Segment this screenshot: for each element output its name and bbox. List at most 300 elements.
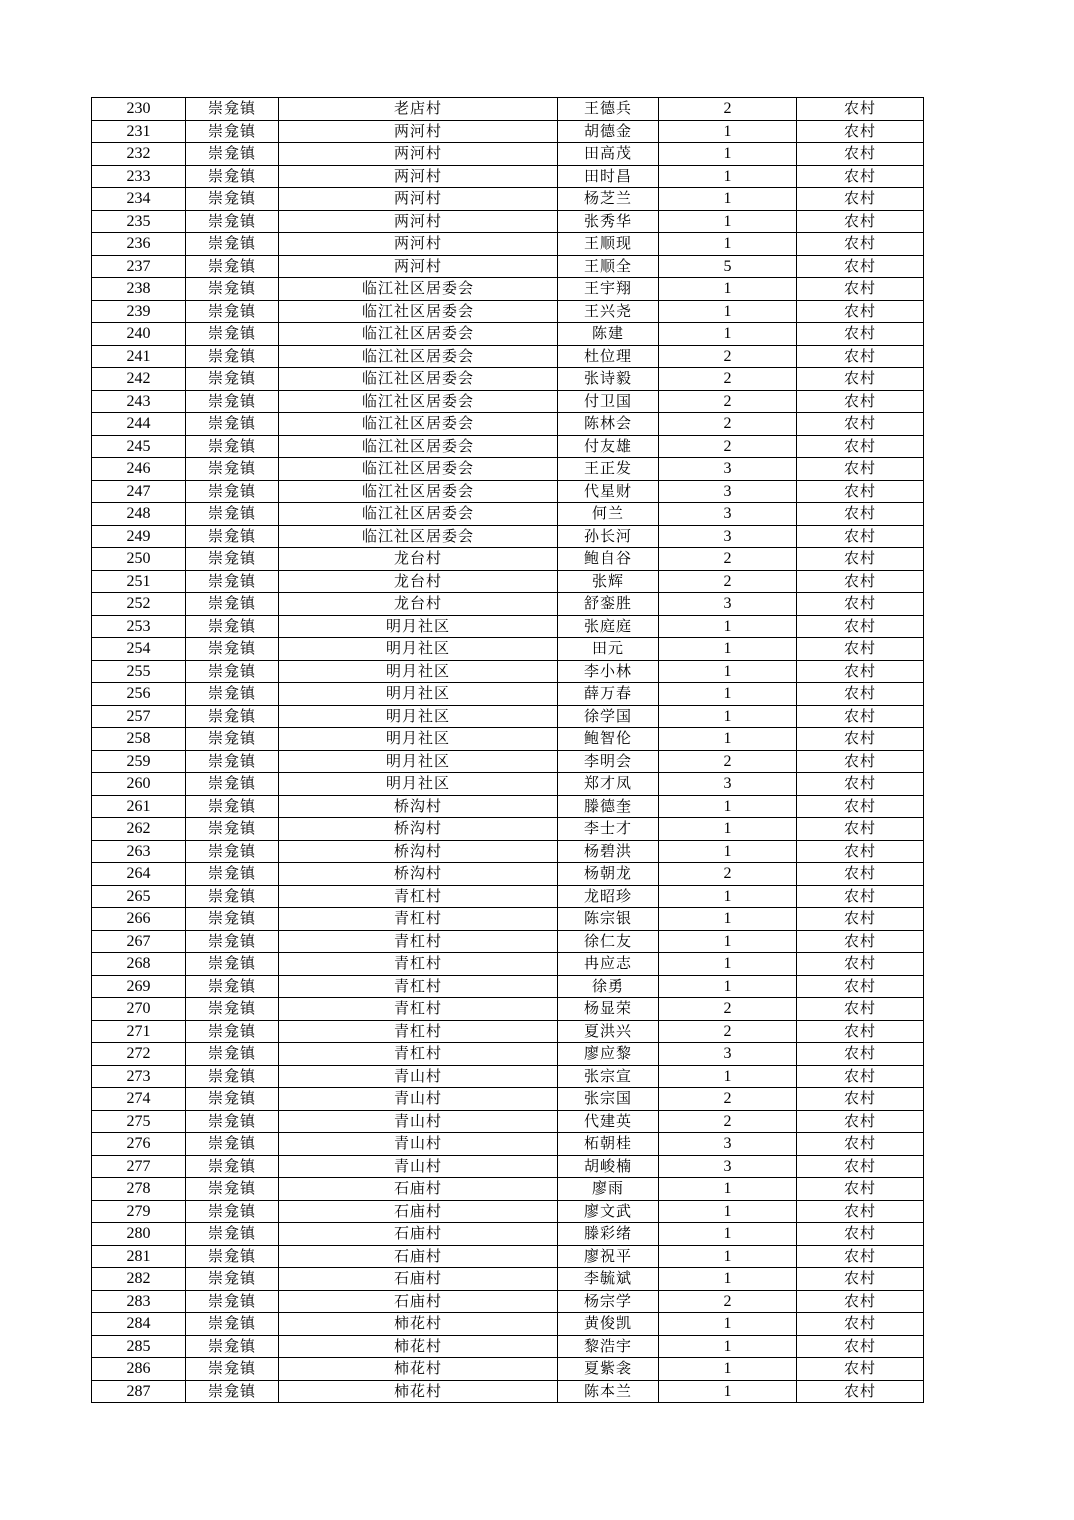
name-cell: 徐仁友: [558, 930, 659, 953]
village-cell: 柿花村: [279, 1335, 558, 1358]
table-row: [92, 930, 924, 953]
village-cell: 青山村: [279, 1110, 558, 1133]
count-cell: 2: [659, 435, 797, 458]
row-number-cell: 266: [92, 908, 186, 931]
row-number-cell: 233: [92, 165, 186, 188]
row-number-cell: 239: [92, 300, 186, 323]
count-cell: 1: [659, 1065, 797, 1088]
count-cell: 3: [659, 593, 797, 616]
town-cell: 崇龛镇: [186, 638, 279, 661]
village-cell: 明月社区: [279, 615, 558, 638]
type-cell: 农村: [797, 975, 924, 998]
table-row: [92, 548, 924, 571]
records-table-body: [92, 98, 924, 1403]
name-cell: 陈林会: [558, 413, 659, 436]
town-cell: 崇龛镇: [186, 773, 279, 796]
name-cell: 杨碧洪: [558, 840, 659, 863]
type-cell: 农村: [797, 660, 924, 683]
type-cell: 农村: [797, 1380, 924, 1403]
town-cell: 崇龛镇: [186, 1380, 279, 1403]
type-cell: 农村: [797, 210, 924, 233]
count-cell: 3: [659, 1043, 797, 1066]
row-number-cell: 230: [92, 98, 186, 121]
row-number-cell: 271: [92, 1020, 186, 1043]
town-cell: 崇龛镇: [186, 953, 279, 976]
town-cell: 崇龛镇: [186, 300, 279, 323]
town-cell: 崇龛镇: [186, 593, 279, 616]
count-cell: 1: [659, 615, 797, 638]
village-cell: 桥沟村: [279, 795, 558, 818]
name-cell: 滕彩绪: [558, 1223, 659, 1246]
name-cell: 何兰: [558, 503, 659, 526]
table-row: [92, 750, 924, 773]
count-cell: 2: [659, 1110, 797, 1133]
town-cell: 崇龛镇: [186, 683, 279, 706]
name-cell: 张宗国: [558, 1088, 659, 1111]
table-row: [92, 480, 924, 503]
village-cell: 青杠村: [279, 908, 558, 931]
table-row: [92, 278, 924, 301]
table-row: [92, 885, 924, 908]
name-cell: 黎浩宇: [558, 1335, 659, 1358]
village-cell: 明月社区: [279, 773, 558, 796]
count-cell: 3: [659, 1133, 797, 1156]
row-number-cell: 241: [92, 345, 186, 368]
town-cell: 崇龛镇: [186, 435, 279, 458]
type-cell: 农村: [797, 525, 924, 548]
type-cell: 农村: [797, 908, 924, 931]
type-cell: 农村: [797, 1155, 924, 1178]
village-cell: 明月社区: [279, 638, 558, 661]
type-cell: 农村: [797, 1043, 924, 1066]
count-cell: 2: [659, 570, 797, 593]
village-cell: 柿花村: [279, 1313, 558, 1336]
table-row: [92, 795, 924, 818]
type-cell: 农村: [797, 795, 924, 818]
type-cell: 农村: [797, 1358, 924, 1381]
table-row: [92, 1043, 924, 1066]
count-cell: 1: [659, 840, 797, 863]
town-cell: 崇龛镇: [186, 1110, 279, 1133]
name-cell: 薛万春: [558, 683, 659, 706]
table-row: [92, 413, 924, 436]
count-cell: 1: [659, 795, 797, 818]
table-row: [92, 908, 924, 931]
town-cell: 崇龛镇: [186, 998, 279, 1021]
count-cell: 3: [659, 773, 797, 796]
town-cell: 崇龛镇: [186, 930, 279, 953]
name-cell: 柘朝桂: [558, 1133, 659, 1156]
count-cell: 1: [659, 1335, 797, 1358]
type-cell: 农村: [797, 1020, 924, 1043]
records-table: [91, 97, 924, 1403]
count-cell: 1: [659, 728, 797, 751]
type-cell: 农村: [797, 1313, 924, 1336]
row-number-cell: 287: [92, 1380, 186, 1403]
row-number-cell: 244: [92, 413, 186, 436]
name-cell: 李毓斌: [558, 1268, 659, 1291]
type-cell: 农村: [797, 1335, 924, 1358]
name-cell: 陈建: [558, 323, 659, 346]
name-cell: 王兴尧: [558, 300, 659, 323]
village-cell: 石庙村: [279, 1200, 558, 1223]
village-cell: 临江社区居委会: [279, 300, 558, 323]
name-cell: 李明会: [558, 750, 659, 773]
name-cell: 黄俊凯: [558, 1313, 659, 1336]
town-cell: 崇龛镇: [186, 188, 279, 211]
type-cell: 农村: [797, 548, 924, 571]
name-cell: 李士才: [558, 818, 659, 841]
row-number-cell: 272: [92, 1043, 186, 1066]
name-cell: 张秀华: [558, 210, 659, 233]
table-row: [92, 255, 924, 278]
table-row: [92, 503, 924, 526]
count-cell: 1: [659, 885, 797, 908]
count-cell: 3: [659, 458, 797, 481]
town-cell: 崇龛镇: [186, 1268, 279, 1291]
row-number-cell: 238: [92, 278, 186, 301]
row-number-cell: 281: [92, 1245, 186, 1268]
village-cell: 青山村: [279, 1088, 558, 1111]
row-number-cell: 276: [92, 1133, 186, 1156]
village-cell: 临江社区居委会: [279, 345, 558, 368]
table-row: [92, 1155, 924, 1178]
town-cell: 崇龛镇: [186, 210, 279, 233]
town-cell: 崇龛镇: [186, 413, 279, 436]
type-cell: 农村: [797, 368, 924, 391]
town-cell: 崇龛镇: [186, 1358, 279, 1381]
count-cell: 1: [659, 165, 797, 188]
type-cell: 农村: [797, 1268, 924, 1291]
count-cell: 1: [659, 1268, 797, 1291]
table-row: [92, 1358, 924, 1381]
type-cell: 农村: [797, 615, 924, 638]
count-cell: 1: [659, 278, 797, 301]
type-cell: 农村: [797, 1065, 924, 1088]
count-cell: 2: [659, 390, 797, 413]
town-cell: 崇龛镇: [186, 1088, 279, 1111]
count-cell: 2: [659, 413, 797, 436]
name-cell: 张诗毅: [558, 368, 659, 391]
row-number-cell: 270: [92, 998, 186, 1021]
count-cell: 2: [659, 998, 797, 1021]
table-row: [92, 98, 924, 121]
town-cell: 崇龛镇: [186, 368, 279, 391]
village-cell: 临江社区居委会: [279, 278, 558, 301]
town-cell: 崇龛镇: [186, 278, 279, 301]
name-cell: 冉应志: [558, 953, 659, 976]
table-row: [92, 1380, 924, 1403]
count-cell: 2: [659, 98, 797, 121]
row-number-cell: 265: [92, 885, 186, 908]
name-cell: 夏洪兴: [558, 1020, 659, 1043]
row-number-cell: 231: [92, 120, 186, 143]
village-cell: 龙台村: [279, 548, 558, 571]
type-cell: 农村: [797, 390, 924, 413]
type-cell: 农村: [797, 435, 924, 458]
row-number-cell: 232: [92, 143, 186, 166]
name-cell: 田元: [558, 638, 659, 661]
village-cell: 明月社区: [279, 728, 558, 751]
village-cell: 临江社区居委会: [279, 480, 558, 503]
row-number-cell: 277: [92, 1155, 186, 1178]
row-number-cell: 245: [92, 435, 186, 458]
town-cell: 崇龛镇: [186, 1200, 279, 1223]
town-cell: 崇龛镇: [186, 750, 279, 773]
village-cell: 青杠村: [279, 1020, 558, 1043]
town-cell: 崇龛镇: [186, 1223, 279, 1246]
name-cell: 夏紫衾: [558, 1358, 659, 1381]
name-cell: 杨朝龙: [558, 863, 659, 886]
row-number-cell: 275: [92, 1110, 186, 1133]
table-row: [92, 458, 924, 481]
type-cell: 农村: [797, 165, 924, 188]
row-number-cell: 273: [92, 1065, 186, 1088]
village-cell: 临江社区居委会: [279, 368, 558, 391]
village-cell: 青杠村: [279, 1043, 558, 1066]
type-cell: 农村: [797, 705, 924, 728]
town-cell: 崇龛镇: [186, 323, 279, 346]
town-cell: 崇龛镇: [186, 818, 279, 841]
type-cell: 农村: [797, 1088, 924, 1111]
type-cell: 农村: [797, 593, 924, 616]
village-cell: 临江社区居委会: [279, 435, 558, 458]
count-cell: 2: [659, 368, 797, 391]
type-cell: 农村: [797, 233, 924, 256]
village-cell: 明月社区: [279, 683, 558, 706]
type-cell: 农村: [797, 885, 924, 908]
name-cell: 田时昌: [558, 165, 659, 188]
town-cell: 崇龛镇: [186, 548, 279, 571]
row-number-cell: 250: [92, 548, 186, 571]
village-cell: 石庙村: [279, 1178, 558, 1201]
type-cell: 农村: [797, 1200, 924, 1223]
name-cell: 徐学国: [558, 705, 659, 728]
table-row: [92, 1020, 924, 1043]
row-number-cell: 247: [92, 480, 186, 503]
count-cell: 1: [659, 953, 797, 976]
type-cell: 农村: [797, 570, 924, 593]
name-cell: 鲍智伦: [558, 728, 659, 751]
town-cell: 崇龛镇: [186, 480, 279, 503]
type-cell: 农村: [797, 998, 924, 1021]
name-cell: 滕德奎: [558, 795, 659, 818]
table-row: [92, 120, 924, 143]
name-cell: 张宗宣: [558, 1065, 659, 1088]
town-cell: 崇龛镇: [186, 255, 279, 278]
count-cell: 1: [659, 210, 797, 233]
name-cell: 龙昭珍: [558, 885, 659, 908]
name-cell: 付友雄: [558, 435, 659, 458]
count-cell: 2: [659, 1020, 797, 1043]
name-cell: 舒銮胜: [558, 593, 659, 616]
type-cell: 农村: [797, 98, 924, 121]
village-cell: 临江社区居委会: [279, 458, 558, 481]
count-cell: 1: [659, 300, 797, 323]
count-cell: 1: [659, 143, 797, 166]
village-cell: 龙台村: [279, 570, 558, 593]
village-cell: 两河村: [279, 210, 558, 233]
count-cell: 1: [659, 120, 797, 143]
village-cell: 龙台村: [279, 593, 558, 616]
type-cell: 农村: [797, 1223, 924, 1246]
village-cell: 青山村: [279, 1065, 558, 1088]
type-cell: 农村: [797, 1290, 924, 1313]
table-row: [92, 615, 924, 638]
name-cell: 廖应黎: [558, 1043, 659, 1066]
village-cell: 桥沟村: [279, 818, 558, 841]
row-number-cell: 242: [92, 368, 186, 391]
type-cell: 农村: [797, 120, 924, 143]
count-cell: 2: [659, 863, 797, 886]
table-row: [92, 705, 924, 728]
table-row: [92, 638, 924, 661]
table-row: [92, 143, 924, 166]
type-cell: 农村: [797, 480, 924, 503]
row-number-cell: 256: [92, 683, 186, 706]
row-number-cell: 268: [92, 953, 186, 976]
row-number-cell: 285: [92, 1335, 186, 1358]
table-row: [92, 165, 924, 188]
row-number-cell: 252: [92, 593, 186, 616]
row-number-cell: 263: [92, 840, 186, 863]
village-cell: 两河村: [279, 120, 558, 143]
row-number-cell: 286: [92, 1358, 186, 1381]
count-cell: 1: [659, 1313, 797, 1336]
town-cell: 崇龛镇: [186, 1043, 279, 1066]
count-cell: 3: [659, 480, 797, 503]
table-row: [92, 1245, 924, 1268]
table-row: [92, 863, 924, 886]
type-cell: 农村: [797, 773, 924, 796]
town-cell: 崇龛镇: [186, 615, 279, 638]
type-cell: 农村: [797, 953, 924, 976]
town-cell: 崇龛镇: [186, 975, 279, 998]
name-cell: 胡峻楠: [558, 1155, 659, 1178]
town-cell: 崇龛镇: [186, 908, 279, 931]
row-number-cell: 255: [92, 660, 186, 683]
count-cell: 1: [659, 1380, 797, 1403]
name-cell: 张庭庭: [558, 615, 659, 638]
table-row: [92, 1065, 924, 1088]
name-cell: 郑才凤: [558, 773, 659, 796]
name-cell: 李小林: [558, 660, 659, 683]
town-cell: 崇龛镇: [186, 660, 279, 683]
name-cell: 代建英: [558, 1110, 659, 1133]
table-row: [92, 390, 924, 413]
name-cell: 陈宗银: [558, 908, 659, 931]
town-cell: 崇龛镇: [186, 1065, 279, 1088]
type-cell: 农村: [797, 143, 924, 166]
count-cell: 2: [659, 1088, 797, 1111]
count-cell: 1: [659, 233, 797, 256]
table-row: [92, 1088, 924, 1111]
count-cell: 2: [659, 548, 797, 571]
village-cell: 明月社区: [279, 660, 558, 683]
count-cell: 1: [659, 1358, 797, 1381]
town-cell: 崇龛镇: [186, 795, 279, 818]
count-cell: 1: [659, 683, 797, 706]
name-cell: 王顺全: [558, 255, 659, 278]
village-cell: 两河村: [279, 255, 558, 278]
town-cell: 崇龛镇: [186, 885, 279, 908]
type-cell: 农村: [797, 638, 924, 661]
type-cell: 农村: [797, 840, 924, 863]
count-cell: 2: [659, 1290, 797, 1313]
count-cell: 1: [659, 705, 797, 728]
town-cell: 崇龛镇: [186, 120, 279, 143]
count-cell: 1: [659, 323, 797, 346]
count-cell: 3: [659, 525, 797, 548]
name-cell: 陈本兰: [558, 1380, 659, 1403]
table-row: [92, 210, 924, 233]
town-cell: 崇龛镇: [186, 1020, 279, 1043]
table-row: [92, 998, 924, 1021]
table-row: [92, 593, 924, 616]
village-cell: 青杠村: [279, 953, 558, 976]
town-cell: 崇龛镇: [186, 728, 279, 751]
name-cell: 付卫国: [558, 390, 659, 413]
row-number-cell: 240: [92, 323, 186, 346]
count-cell: 2: [659, 345, 797, 368]
row-number-cell: 282: [92, 1268, 186, 1291]
table-row: [92, 1313, 924, 1336]
type-cell: 农村: [797, 818, 924, 841]
table-row: [92, 683, 924, 706]
row-number-cell: 248: [92, 503, 186, 526]
table-row: [92, 368, 924, 391]
town-cell: 崇龛镇: [186, 1178, 279, 1201]
count-cell: 1: [659, 818, 797, 841]
table-row: [92, 840, 924, 863]
town-cell: 崇龛镇: [186, 863, 279, 886]
name-cell: 王宇翔: [558, 278, 659, 301]
town-cell: 崇龛镇: [186, 233, 279, 256]
count-cell: 3: [659, 1155, 797, 1178]
town-cell: 崇龛镇: [186, 1335, 279, 1358]
town-cell: 崇龛镇: [186, 98, 279, 121]
row-number-cell: 251: [92, 570, 186, 593]
village-cell: 柿花村: [279, 1380, 558, 1403]
row-number-cell: 269: [92, 975, 186, 998]
count-cell: 1: [659, 1200, 797, 1223]
type-cell: 农村: [797, 1178, 924, 1201]
village-cell: 临江社区居委会: [279, 323, 558, 346]
type-cell: 农村: [797, 1245, 924, 1268]
count-cell: 1: [659, 188, 797, 211]
village-cell: 石庙村: [279, 1245, 558, 1268]
village-cell: 石庙村: [279, 1290, 558, 1313]
town-cell: 崇龛镇: [186, 390, 279, 413]
village-cell: 明月社区: [279, 705, 558, 728]
village-cell: 青杠村: [279, 930, 558, 953]
type-cell: 农村: [797, 188, 924, 211]
table-row: [92, 1290, 924, 1313]
row-number-cell: 254: [92, 638, 186, 661]
table-row: [92, 818, 924, 841]
town-cell: 崇龛镇: [186, 345, 279, 368]
name-cell: 杨芝兰: [558, 188, 659, 211]
row-number-cell: 259: [92, 750, 186, 773]
table-row: [92, 1335, 924, 1358]
village-cell: 临江社区居委会: [279, 525, 558, 548]
village-cell: 两河村: [279, 188, 558, 211]
count-cell: 3: [659, 503, 797, 526]
name-cell: 代星财: [558, 480, 659, 503]
name-cell: 徐勇: [558, 975, 659, 998]
table-row: [92, 953, 924, 976]
table-row: [92, 773, 924, 796]
